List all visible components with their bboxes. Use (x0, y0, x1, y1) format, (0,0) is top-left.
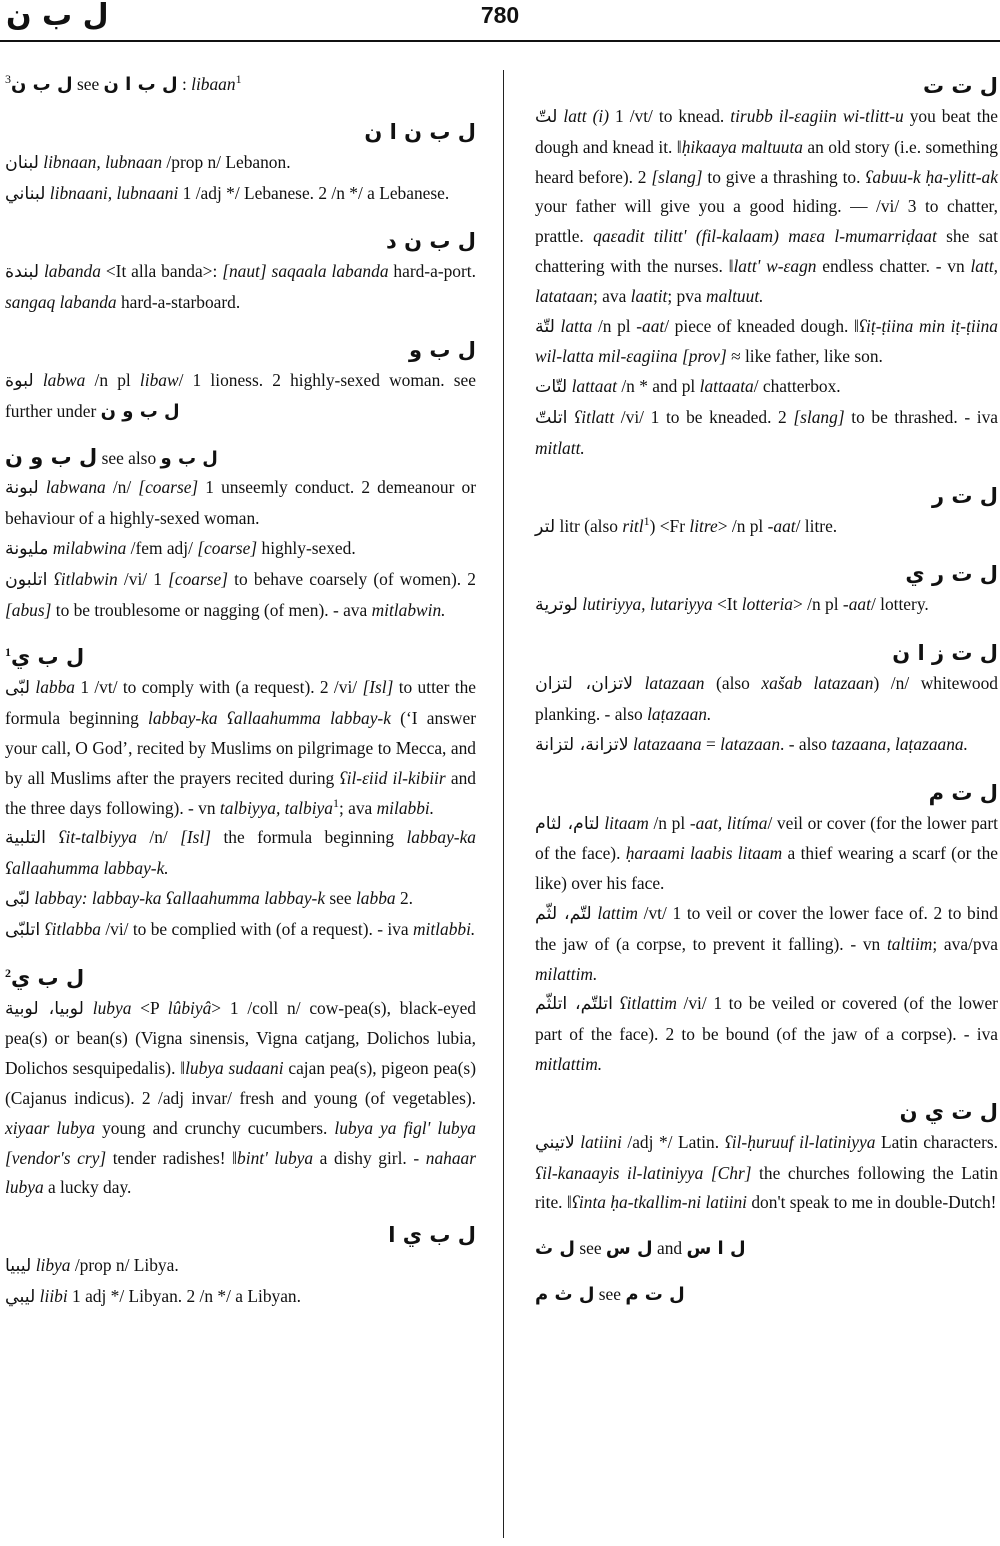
see-label: see (574, 1238, 606, 1259)
homograph-number: 3 (5, 72, 11, 87)
definition: and the three days following). - vn (5, 767, 476, 818)
example: qaɛadit tilitt' (fil-kalaam) maɛa l-mumarriḍaat (593, 226, 937, 247)
definition: /vi/ 1 to be veiled or covered (of the lower part of the face). 2 to be bound (of the jaw of a corpse). - iva (535, 993, 998, 1045)
dictionary-entry (535, 312, 998, 373)
definition: . - also (780, 733, 832, 754)
arabic-word: التلبية (5, 828, 46, 849)
grammar: ; pva (667, 285, 707, 306)
arabic-word: لاتزان، لتزان (535, 674, 634, 695)
definition: / litre. (795, 515, 838, 536)
root-heading: ل ب ي ا (388, 1223, 476, 1248)
derived-form: talbiyya, talbiya (219, 797, 333, 818)
arabic-word: اتلبون (5, 569, 48, 590)
separator: : (177, 74, 192, 94)
definition: / 1 lioness. 2 highly-sexed woman. see further under (5, 369, 476, 421)
root-heading (5, 641, 476, 673)
etymology: lotteria (741, 594, 794, 615)
root-heading: ل ت ر (931, 483, 998, 508)
derived-form: latt, latataan (535, 255, 999, 306)
definition: (‘I answer your call, O God’, recited by Muslims on pilgrimage to Mecca, and by all Muslims after the prayers recited during (5, 708, 476, 788)
example: ʕil-kanaayis il-latiniyya [Chr] (535, 1162, 752, 1183)
homograph-number: 1 (235, 72, 242, 87)
transliteration: litaam (604, 812, 649, 833)
root-heading: ل ت ر ي (905, 562, 998, 587)
header-rule (0, 40, 1000, 42)
grammar: ; ava (592, 285, 631, 306)
arabic-word: لبّى (5, 888, 31, 909)
left-column (5, 70, 476, 1313)
example: tirubb il-ɛagiin wi-tlitt-u (730, 106, 904, 126)
example: ʕil-ɛiid il-kibiir (339, 767, 446, 788)
definition: (also (579, 515, 623, 536)
transliteration: ʕit-talbiyya (58, 827, 137, 848)
etymology: <P (131, 997, 168, 1018)
definition: /prop n/ Libya. (70, 1255, 179, 1276)
arabic-word: لتّم، لثّم (535, 903, 592, 924)
usage-label: [Isl] (180, 827, 212, 848)
definition: to be troublesome or nagging (of men). - ava (51, 599, 372, 620)
transliteration: lubya (92, 997, 132, 1018)
definition: your father will give you a good hiding. — /vi/ 3 to chatter, prattle. (535, 196, 998, 247)
definition: (also (704, 673, 762, 694)
see-label: see (594, 1283, 626, 1304)
homograph-number: 1 (5, 645, 11, 660)
transliteration: latt (i) (563, 106, 609, 126)
grammar: /n/ (105, 477, 139, 498)
dictionary-entry (535, 403, 998, 464)
column-divider (503, 70, 504, 1538)
variant-form: ritl (622, 515, 644, 536)
transliteration: latta (560, 315, 593, 336)
root-heading: ل ت ي ن (899, 1099, 998, 1124)
usage-label: [Isl] (362, 677, 394, 698)
definition: 2. (395, 887, 413, 908)
dictionary-entry (5, 673, 476, 823)
etymology: <It alla banda>: (100, 261, 223, 282)
example: lubya sudaani (185, 1058, 284, 1079)
arabic-word: لبوة (5, 370, 34, 391)
transliteration: lattaat (571, 376, 617, 397)
example: ḥikaaya maltuuta (681, 136, 803, 157)
definition: 1 /vt/ to comply with (a request). 2 /vi/ (75, 677, 363, 698)
arabic-word: لاتزانة، لتزانة (535, 734, 629, 755)
definition: /vi/ to be complied with (of a request). - iva (100, 918, 413, 939)
transliteration: libnaani, lubnaani (49, 182, 179, 203)
definition: tender radishes! ‖ (106, 1147, 238, 1168)
grammar: /fem adj/ (126, 537, 198, 558)
transliteration: labba (35, 677, 75, 698)
derived-form: laatit (630, 285, 668, 306)
usage-label: [coarse] (138, 477, 199, 498)
root-letters: ل ث (535, 1238, 575, 1260)
proverb: ʕiṭ-ṭiina min iṭ-ṭiina wil-latta mil-ɛagiina [prov] (535, 315, 998, 367)
arabic-word: لوبيا، لوبية (5, 998, 84, 1019)
definition: an old story (i.e. something heard before). 2 (535, 136, 999, 187)
homograph-number: 1 (643, 513, 650, 528)
dictionary-entry (5, 366, 476, 427)
homograph-number: 2 (5, 965, 11, 980)
definition: /vi/ 1 to be kneaded. 2 (614, 406, 794, 427)
root-heading: ل ت م (928, 780, 998, 805)
transliteration: libnaan, lubnaan (43, 151, 163, 172)
root-heading-with-reference (5, 443, 476, 474)
definition: ≈ like father, like son. (726, 346, 883, 367)
transliteration: milabwina (52, 537, 127, 558)
arabic-word: لبندة (5, 262, 40, 283)
derived-form: taltiim (886, 933, 933, 954)
arabic-word: لتام، لثام (535, 813, 600, 834)
definition: to utter the formula beginning (5, 677, 476, 729)
arabic-word: لبنان (5, 152, 39, 173)
dictionary-entry (5, 148, 476, 179)
reference-root: ل ب ا ن (103, 74, 178, 95)
definition: a lucky day. (43, 1177, 132, 1198)
grammar: > /n pl (717, 515, 768, 536)
definition: 1 /adj */ Lebanese. 2 /n */ a Lebanese. (178, 182, 450, 203)
transliteration: libya (35, 1255, 71, 1276)
dictionary-entry (5, 565, 476, 626)
definition: / chatterbox. (753, 376, 841, 397)
arabic-word: مليونة (5, 538, 49, 559)
definition: > 1 /coll n/ cow-pea(s), black-eyed pea(s) or bean(s) (Vigna sinensis, Vigna catjang, Dolichos lubia, Dolichos sesquipedalis). ‖ (5, 997, 476, 1079)
dictionary-entry (535, 809, 998, 899)
grammar: /n pl (648, 812, 690, 833)
root-letters: ل ب ن (11, 74, 73, 95)
example: xiyaar lubya (5, 1117, 96, 1138)
reference-root: ل ا س (686, 1238, 746, 1260)
root-letters: ل ب و ن (5, 444, 98, 469)
arabic-word: لبناني (5, 183, 46, 204)
homograph-number: 1 (332, 795, 339, 810)
entry-cross-reference (535, 1234, 998, 1264)
entry-cross-reference (5, 70, 476, 100)
derived-form: mitlabbi. (412, 918, 476, 939)
variant-form: tazaana, laṭazaana. (831, 733, 968, 754)
arabic-word: لبونة (5, 478, 39, 499)
page-header (0, 0, 1000, 40)
cross-reference: labba (355, 887, 396, 908)
dictionary-entry (5, 534, 476, 565)
definition: / piece of kneaded dough. ‖ (664, 315, 859, 336)
transliteration: latazaana (633, 733, 702, 754)
transliteration: liibi (39, 1285, 68, 1306)
grammar: ; ava (338, 797, 377, 818)
conjunction: and (652, 1238, 687, 1259)
arabic-word: ليبيا (5, 1256, 32, 1277)
example: ʕabuu-k ḥa-ylitt-ak (865, 166, 998, 187)
header-root-word: ل ب ن (6, 0, 109, 33)
entry-cross-reference (535, 1280, 998, 1310)
example: ḥaraami laabis litaam (625, 843, 783, 864)
reference-root: ل ب و (160, 447, 218, 469)
dictionary-entry (5, 915, 476, 946)
dictionary-entry (535, 102, 998, 312)
arabic-word: ليبي (5, 1286, 36, 1307)
definition: the formula beginning (211, 827, 407, 848)
variant-form: xašab latazaan (761, 673, 874, 694)
example: sangaq labanda (5, 292, 117, 313)
definition: to give a thrashing to. (702, 166, 866, 187)
transliteration: libaan (191, 74, 236, 94)
definition: Latin characters. (875, 1131, 999, 1152)
dictionary-entry (5, 473, 476, 534)
plural-form: -aat (842, 594, 871, 615)
usage-label: [slang] (651, 166, 703, 187)
definition: / veil or cover (for the lower part of the face). (535, 812, 998, 864)
transliteration: lutiriyya, lutariyya (582, 594, 713, 615)
arabic-word: لاتيني (535, 1132, 575, 1153)
definition: /vt/ 1 to veil or cover the lower face of. 2 to bind the jaw of (a corpse, to prevent it falling). - vn (535, 902, 998, 954)
dictionary-entry (5, 179, 476, 210)
root-heading (5, 962, 476, 994)
definition: /adj */ Latin. (621, 1131, 725, 1152)
root-heading: ل ب ن د (386, 229, 476, 254)
definition: to be thrashed. - iva (844, 406, 998, 427)
definition: the churches following the Latin rite. ‖ (535, 1162, 998, 1213)
derived-form: maltuut. (706, 285, 764, 306)
dictionary-entry (535, 730, 998, 761)
transliteration: ʕitlatt (574, 406, 615, 427)
example: latt' w-ɛagn (733, 255, 817, 276)
root-heading: ل ت ز ا ن (892, 641, 998, 666)
example: lubya ya figl' lubya [vendor's cry] (5, 1117, 477, 1168)
grammar: /n/ (136, 827, 181, 848)
cross-reference: latazaan (720, 733, 781, 754)
grammar: ; ava/pva (932, 933, 998, 954)
dictionary-entry (535, 590, 998, 621)
definition: she sat chattering with the nurses. ‖ (535, 226, 998, 276)
definition: 1 unseemly conduct. 2 demeanour or behaviour of a highly-sexed woman. (5, 477, 476, 529)
transliteration: labbay: labbay-ka ʕallaahumma labbay-k (34, 887, 326, 908)
usage-label: [coarse] (168, 568, 229, 589)
arabic-word: لتّ (535, 107, 558, 127)
root-heading: ل ب ن ا ن (364, 119, 476, 144)
dictionary-entry (5, 1251, 476, 1282)
etymology: ) <Fr (649, 515, 690, 536)
see-label: see (325, 887, 356, 908)
definition: 1 adj */ Libyan. 2 /n */ a Libyan. (67, 1285, 301, 1306)
reference-root: ل ب و ن (100, 400, 180, 422)
reference-root: ل ت م (625, 1283, 685, 1305)
arabic-word: لتّة (535, 316, 555, 337)
definition: young and crunchy cucumbers. (95, 1117, 335, 1138)
dictionary-entry (5, 257, 476, 318)
transliteration: ʕitlabwin (53, 568, 118, 589)
variant-form: laṭazaan. (647, 703, 712, 724)
arabic-word: اتلبّى (5, 919, 41, 940)
plural-form: -aat, litíma (689, 812, 768, 833)
dictionary-entry (5, 1282, 476, 1313)
derived-form: milattim. (535, 963, 598, 984)
derived-form: mitlabwin. (371, 599, 446, 620)
see-label: see also (97, 447, 161, 468)
definition: a dishy girl. - (313, 1147, 426, 1168)
plural-form: libaw (139, 369, 179, 390)
definition: hard-a-starboard. (116, 292, 241, 313)
transliteration: labanda (43, 261, 101, 282)
dictionary-entry (535, 512, 998, 543)
root-letters: ل ب ي (11, 645, 85, 670)
page-number: 780 (480, 2, 520, 28)
etymology: litre (689, 515, 718, 536)
root-heading: ل ت ت (922, 74, 998, 98)
grammar: /n * and pl (617, 376, 700, 397)
definition: = (701, 733, 721, 754)
reference-root: ل س (605, 1238, 653, 1260)
example: ʕil-ḥuruuf il-latiniyya (724, 1131, 876, 1152)
root-letters: ل ب ي (11, 965, 85, 990)
example: bint' lubya (237, 1147, 314, 1168)
right-column (535, 70, 998, 1310)
derived-form: mitlatt. (535, 437, 585, 458)
transliteration: latazaan (644, 673, 705, 694)
transliteration: ʕitlabba (44, 918, 101, 939)
usage-label: [abus] (5, 599, 52, 620)
grammar: /n pl (85, 369, 140, 390)
transliteration: litr (559, 515, 580, 536)
plural-form: lattaata (699, 376, 754, 397)
grammar: > /n pl (793, 594, 843, 615)
usage-label: [slang] (793, 406, 845, 427)
transliteration: latiini (580, 1131, 622, 1152)
grammar: /vi/ 1 (117, 568, 169, 589)
definition: don't speak to me in double-Dutch! (747, 1192, 997, 1213)
example: labbay-ka ʕallaahumma labbay-k. (5, 827, 476, 879)
arabic-word: لوترية (535, 595, 578, 616)
etymology: lûbiyâ (167, 997, 212, 1018)
example: nahaar lubya (5, 1147, 477, 1198)
etymology: <It (712, 594, 742, 615)
dictionary-entry (5, 823, 476, 884)
plural-form: -aat (767, 515, 796, 536)
grammar: endless chatter. - vn (816, 255, 971, 276)
plural-form: -aat (636, 315, 665, 336)
arabic-word: اتلتّ (535, 407, 568, 428)
dictionary-entry (5, 884, 476, 915)
definition: 1 /vt/ to knead. (609, 106, 731, 126)
usage-label: [coarse] (197, 537, 258, 558)
example: [naut] saqaala labanda (222, 261, 389, 282)
dictionary-entry (535, 989, 998, 1079)
transliteration: labwa (42, 369, 86, 390)
derived-form: milabbi. (376, 797, 435, 818)
definition: / lottery. (870, 594, 929, 615)
definition: ) /n/ whitewood planking. - also (535, 673, 998, 724)
dictionary-entry (535, 899, 998, 989)
see-label: see (76, 74, 100, 94)
definition: you beat the dough and knead it. ‖ (535, 106, 998, 157)
derived-form: mitlattim. (535, 1053, 603, 1074)
arabic-word: لتر (535, 516, 556, 537)
example: labbay-ka ʕallaahumma labbay-k (148, 708, 391, 729)
dictionary-entry (5, 994, 476, 1204)
definition: hard-a-port. (388, 261, 476, 282)
arabic-word: لبّى (5, 678, 31, 699)
dictionary-entry (535, 372, 998, 403)
root-letters: ل ث م (535, 1283, 595, 1305)
definition: /prop n/ Lebanon. (162, 151, 291, 172)
definition: highly-sexed. (257, 537, 356, 558)
transliteration: labwana (45, 477, 106, 498)
arabic-word: لتّات (535, 377, 568, 398)
definition: cajan pea(s), pigeon pea(s) (Cajanus indicus). 2 /adj invar/ fresh and young (of vegetables). (5, 1058, 476, 1108)
arabic-word: اتلتّم، اتلثّم (535, 994, 613, 1015)
dictionary-entry (535, 669, 998, 730)
transliteration: ʕitlattim (619, 993, 677, 1014)
transliteration: lattim (597, 902, 638, 923)
definition: to behave coarsely (of women). 2 (228, 568, 476, 589)
definition: a thief wearing a scarf (or the like) over his face. (535, 843, 998, 894)
dictionary-entry (535, 1128, 998, 1218)
grammar: /n pl (592, 315, 637, 336)
root-heading: ل ب و (409, 337, 476, 362)
example: ʕinta ḥa-tkallim-ni latiini (571, 1192, 748, 1213)
